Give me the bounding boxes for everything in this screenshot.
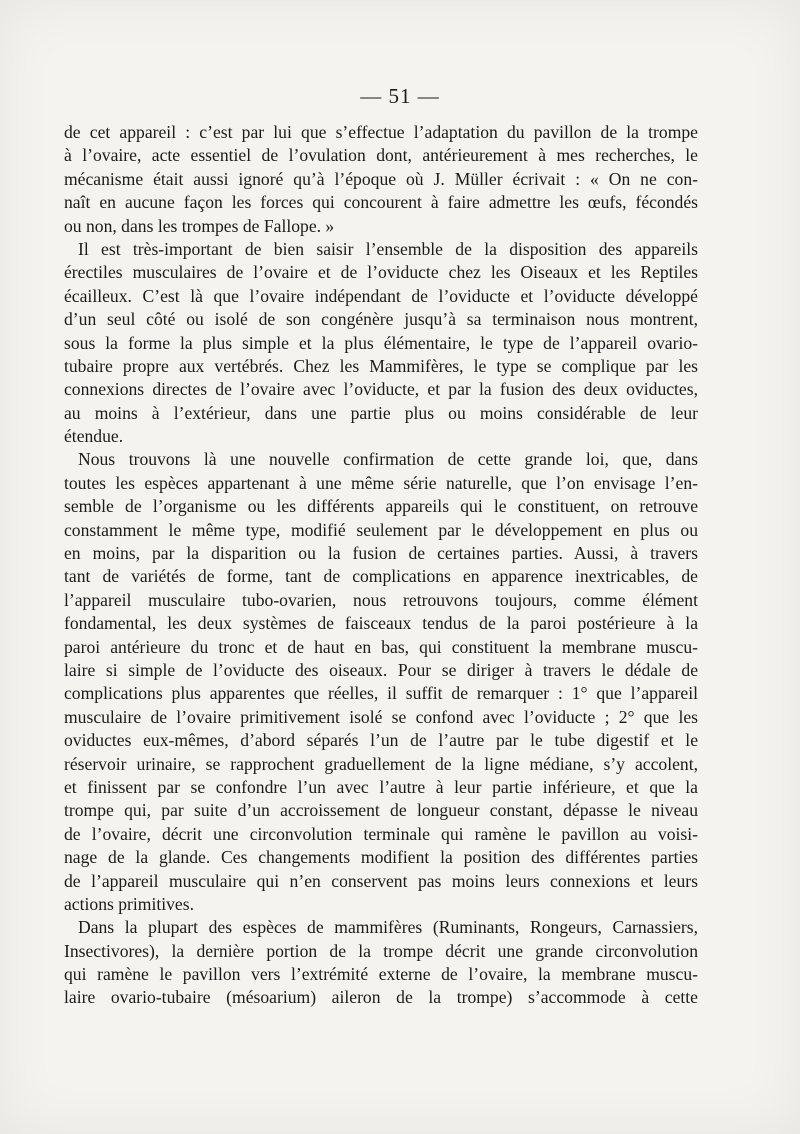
text-line: toutes les espèces appartenant à une même série naturelle, que l’on envisage l’en- — [64, 472, 698, 493]
text-line: l’appareil musculaire tubo-ovarien, nous retrouvons toujours, comme élément — [64, 589, 698, 610]
page-number: — 51 — — [360, 84, 440, 108]
text-line: laire si simple de l’oviducte des oiseaux. Pour se diriger à travers le dédale de — [64, 659, 698, 680]
text-line: et finissent par se confondre l’un avec l’autre à leur partie inférieure, et que la — [64, 776, 698, 797]
text-line: en moins, par la disparition ou la fusion de certaines parties. Aussi, à travers — [64, 543, 698, 564]
paragraph-4 — [64, 916, 698, 1010]
text-line: musculaire de l’ovaire primitivement isolé se confond avec l’oviducte ; 2° que les — [64, 706, 698, 727]
text-line: étendue. — [64, 426, 124, 447]
text-line: nage de la glande. Ces changements modifient la position des différentes parties — [64, 847, 698, 868]
text-line: Dans la plupart des espèces de mammifères (Ruminants, Rongeurs, Carnassiers, — [78, 917, 698, 938]
text-line: de l’appareil musculaire qui n’en conservent pas moins leurs connexions et leurs — [64, 870, 698, 891]
text-line: de l’ovaire, décrit une circonvolution terminale qui ramène le pavillon au voisi- — [64, 823, 698, 844]
text-line: à l’ovaire, acte essentiel de l’ovulation dont, antérieurement à mes recherches, le — [64, 145, 698, 166]
text-line: tubaire propre aux vertébrés. Chez les Mammifères, le type se complique par les — [64, 355, 698, 376]
text-line: complications plus apparentes que réelles, il suffit de remarquer : 1° que l’appareil — [64, 683, 698, 704]
text-line: Il est très-important de bien saisir l’ensemble de la disposition des appareils — [78, 238, 698, 259]
text-line: de cet appareil : c’est par lui que s’effectue l’adaptation du pavillon de la trompe — [64, 122, 698, 142]
text-line: au moins à l’extérieur, dans une partie plus ou moins considérable de leur — [64, 402, 698, 423]
text-line: érectiles musculaires de l’ovaire et de l’oviducte chez les Oiseaux et les Reptiles — [64, 262, 698, 283]
text-line: tant de variétés de forme, tant de complications en apparence inextricables, de — [64, 566, 698, 587]
body-text — [64, 121, 698, 1010]
text-line: trompe qui, par suite d’un accroissement de longueur constant, dépasse le niveau — [64, 800, 698, 821]
text-line: laire ovario-tubaire (mésoarium) aileron de la trompe) s’accommode à cette — [64, 987, 698, 1008]
text-line: ou non, dans les trompes de Fallope. » — [64, 215, 335, 236]
text-line: qui ramène le pavillon vers l’extrémité externe de l’ovaire, la membrane muscu- — [64, 964, 698, 985]
text-line: actions primitives. — [64, 893, 194, 914]
paragraph-1 — [64, 121, 698, 238]
text-line: fondamental, les deux systèmes de faisceaux tendus de la paroi postérieure à la — [64, 613, 698, 634]
paragraph-3 — [64, 448, 698, 916]
text-line: semble de l’organisme ou les différents appareils qui le constituent, on retrouve — [64, 496, 698, 517]
paragraph-2 — [64, 238, 698, 449]
text-line: réservoir urinaire, se rapprochent graduellement de la ligne médiane, s’y accolent, — [64, 753, 698, 774]
text-line: naît en aucune façon les forces qui concourent à faire admettre les œufs, fécondés — [64, 192, 698, 213]
text-line: oviductes eux-mêmes, d’abord séparés l’un de l’autre par le tube digestif et le — [64, 730, 698, 751]
text-line: écailleux. C’est là que l’ovaire indépendant de l’oviducte et l’oviducte développé — [64, 285, 698, 306]
text-line: d’un seul côté ou isolé de son congénère jusqu’à sa terminaison nous montrent, — [64, 309, 698, 330]
text-line: Nous trouvons là une nouvelle confirmation de cette grande loi, que, dans — [78, 449, 698, 470]
text-line: connexions directes de l’ovaire avec l’oviducte, et par la fusion des deux oviductes, — [64, 379, 698, 400]
text-line: paroi antérieure du tronc et de haut en bas, qui constituent la membrane muscu- — [64, 636, 698, 657]
text-line: constamment le même type, modifié seulement par le développement en plus ou — [64, 519, 698, 540]
text-line: Insectivores), la dernière portion de la trompe décrit une grande circonvolution — [64, 940, 698, 961]
text-line: mécanisme était aussi ignoré qu’à l’époque où J. Müller écrivait : « On ne con- — [64, 168, 698, 189]
text-line: sous la forme la plus simple et la plus élémentaire, le type de l’appareil ovario- — [64, 332, 698, 353]
